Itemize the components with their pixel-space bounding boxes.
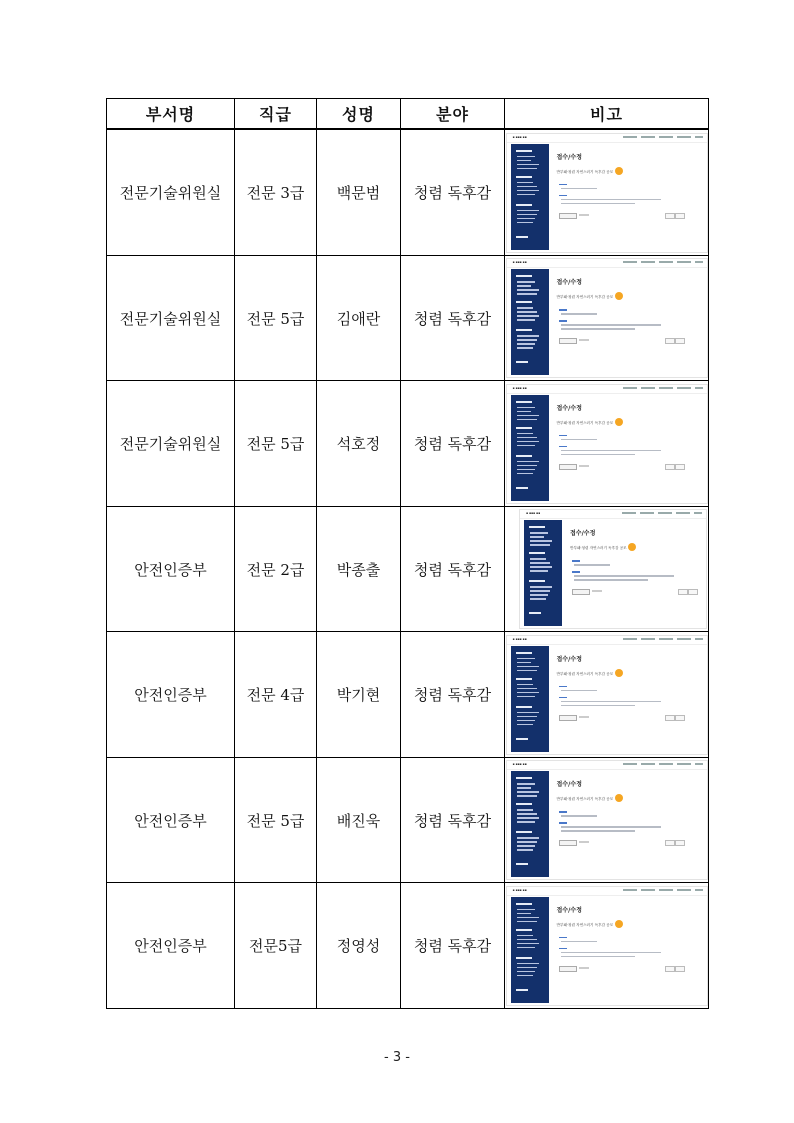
grade-cell: 전문 5급 <box>235 758 317 883</box>
submission-table <box>106 98 709 1009</box>
remark-cell <box>505 507 709 632</box>
screenshot-input <box>559 840 577 846</box>
table-header-row <box>107 99 709 130</box>
screenshot-button <box>675 338 685 344</box>
table-row <box>107 632 709 758</box>
screenshot-topbar <box>507 259 707 268</box>
name-cell: 배진욱 <box>317 758 401 883</box>
remark-cell <box>505 883 709 1009</box>
grade-cell: 전문 5급 <box>235 256 317 381</box>
screenshot-button <box>675 213 685 219</box>
screenshot-sidebar <box>511 646 549 752</box>
header-dept: 부서명 <box>107 99 235 130</box>
remark-cell <box>505 381 709 507</box>
name-cell: 정영성 <box>317 883 401 1009</box>
screenshot-input <box>559 715 577 721</box>
screenshot-subtitle: 반부패·청렴 자연스러기 독후감 공모 <box>556 671 614 676</box>
screenshot-title: 접수/수정 <box>556 279 582 286</box>
screenshot-title: 접수/수정 <box>570 530 596 537</box>
screenshot-topbar <box>520 510 706 519</box>
field-cell: 청렴 독후감 <box>401 507 505 632</box>
screenshot-top-links <box>623 387 703 389</box>
header-grade: 직급 <box>235 99 317 130</box>
screenshot-main <box>557 397 703 499</box>
screenshot-button <box>665 715 675 721</box>
field-cell: 청렴 독후감 <box>401 129 505 256</box>
remark-cell <box>505 758 709 883</box>
screenshot-input <box>559 213 577 219</box>
field-cell: 청렴 독후감 <box>401 758 505 883</box>
screenshot-sidebar <box>511 395 549 501</box>
grade-cell: 전문 5급 <box>235 381 317 507</box>
header-field: 분야 <box>401 99 505 130</box>
screenshot-logo: ▪ ▪▪▪ ▪▪ <box>512 762 527 766</box>
screenshot-input <box>559 966 577 972</box>
dept-cell: 전문기술위원실 <box>107 381 235 507</box>
screenshot-sidebar <box>524 520 562 626</box>
screenshot-title: 접수/수정 <box>556 404 582 412</box>
screenshot-button <box>665 464 675 470</box>
screenshot-logo: ▪ ▪▪▪ ▪▪ <box>512 636 527 641</box>
table-row <box>107 507 709 632</box>
screenshot-title: 접수/수정 <box>556 153 582 161</box>
screenshot-sidebar <box>511 771 549 877</box>
submission-screenshot <box>506 133 708 253</box>
screenshot-button <box>665 840 675 846</box>
screenshot-button <box>675 715 685 721</box>
grade-cell: 전문 2급 <box>235 507 317 632</box>
dept-cell: 안전인증부 <box>107 883 235 1009</box>
table-row <box>107 758 709 883</box>
screenshot-topbar <box>507 636 707 645</box>
grade-cell: 전문 3급 <box>235 129 317 256</box>
table-row <box>107 883 709 1009</box>
screenshot-main <box>557 773 703 875</box>
table-row <box>107 129 709 256</box>
screenshot-button <box>688 589 698 595</box>
dept-cell: 안전인증부 <box>107 632 235 758</box>
screenshot-top-links <box>623 638 703 640</box>
field-cell: 청렴 독후감 <box>401 632 505 758</box>
screenshot-title: 접수/수정 <box>556 781 582 788</box>
screenshot-top-links <box>623 261 703 263</box>
submission-screenshot <box>506 886 708 1006</box>
name-cell: 김애란 <box>317 256 401 381</box>
header-remark: 비고 <box>505 99 709 130</box>
screenshot-subtitle: 반부패·청렴 자연스러기 독후감 공모 <box>556 922 614 927</box>
screenshot-main <box>557 146 703 248</box>
status-badge-icon <box>615 292 623 300</box>
table-row <box>107 256 709 381</box>
dept-cell: 안전인증부 <box>107 758 235 883</box>
screenshot-sidebar <box>511 144 549 250</box>
grade-cell: 전문 4급 <box>235 632 317 758</box>
screenshot-topbar <box>507 761 707 770</box>
name-cell: 석호정 <box>317 381 401 507</box>
screenshot-logo: ▪ ▪▪▪ ▪▪ <box>512 385 527 390</box>
field-cell: 청렴 독후감 <box>401 256 505 381</box>
screenshot-main <box>557 648 703 750</box>
screenshot-subtitle: 반부패·청렴 자연스러기 독후감 공모 <box>556 295 614 299</box>
remark-cell <box>505 632 709 758</box>
screenshot-top-links <box>623 763 703 765</box>
submission-screenshot <box>519 509 707 629</box>
grade-cell: 전문5급 <box>235 883 317 1009</box>
name-cell: 박기현 <box>317 632 401 758</box>
status-badge-icon <box>615 669 623 677</box>
screenshot-input <box>572 589 590 595</box>
screenshot-top-links <box>623 889 703 891</box>
name-cell: 백문범 <box>317 129 401 256</box>
screenshot-logo: ▪ ▪▪▪ ▪▪ <box>512 887 527 892</box>
status-badge-icon <box>615 794 623 802</box>
screenshot-top-links <box>623 136 703 138</box>
submission-screenshot <box>506 760 708 880</box>
screenshot-button <box>675 840 685 846</box>
page-number: - 3 - <box>384 1050 410 1065</box>
screenshot-button <box>665 213 675 219</box>
status-badge-icon <box>628 543 636 551</box>
screenshot-subtitle: 반부패·청렴 자연스러기 독후감 공모 <box>556 797 614 801</box>
screenshot-button <box>675 966 685 972</box>
field-cell: 청렴 독후감 <box>401 883 505 1009</box>
table-row <box>107 381 709 507</box>
screenshot-subtitle: 반부패·청렴 자연스러기 독후감 공모 <box>556 420 614 425</box>
remark-cell <box>505 256 709 381</box>
status-badge-icon <box>615 167 623 175</box>
screenshot-sidebar <box>511 897 549 1003</box>
screenshot-logo: ▪ ▪▪▪ ▪▪ <box>512 260 527 264</box>
screenshot-title: 접수/수정 <box>556 655 582 663</box>
screenshot-input <box>559 464 577 470</box>
status-badge-icon <box>615 418 623 426</box>
screenshot-top-links <box>622 512 702 514</box>
remark-cell <box>505 129 709 256</box>
screenshot-topbar <box>507 134 707 143</box>
screenshot-main <box>557 899 703 1001</box>
screenshot-main <box>557 271 703 373</box>
header-name: 성명 <box>317 99 401 130</box>
submission-screenshot <box>506 384 708 504</box>
screenshot-subtitle: 반부패·청렴 자연스러기 독후감 공모 <box>570 546 627 550</box>
dept-cell: 전문기술위원실 <box>107 256 235 381</box>
screenshot-button <box>665 966 675 972</box>
screenshot-button <box>675 464 685 470</box>
screenshot-logo: ▪ ▪▪▪ ▪▪ <box>512 134 527 139</box>
dept-cell: 안전인증부 <box>107 507 235 632</box>
screenshot-subtitle: 반부패·청렴 자연스러기 독후감 공모 <box>556 169 614 174</box>
field-cell: 청렴 독후감 <box>401 381 505 507</box>
submission-screenshot <box>506 258 708 378</box>
screenshot-input <box>559 338 577 344</box>
screenshot-logo: ▪ ▪▪▪ ▪▪ <box>526 511 541 515</box>
screenshot-topbar <box>507 887 707 896</box>
screenshot-title: 접수/수정 <box>556 906 582 914</box>
status-badge-icon <box>615 920 623 928</box>
screenshot-button <box>665 338 675 344</box>
screenshot-sidebar <box>511 269 549 375</box>
submission-screenshot <box>506 635 708 755</box>
screenshot-button <box>678 589 688 595</box>
screenshot-topbar <box>507 385 707 394</box>
dept-cell: 전문기술위원실 <box>107 129 235 256</box>
name-cell: 박종출 <box>317 507 401 632</box>
screenshot-main <box>570 522 702 624</box>
